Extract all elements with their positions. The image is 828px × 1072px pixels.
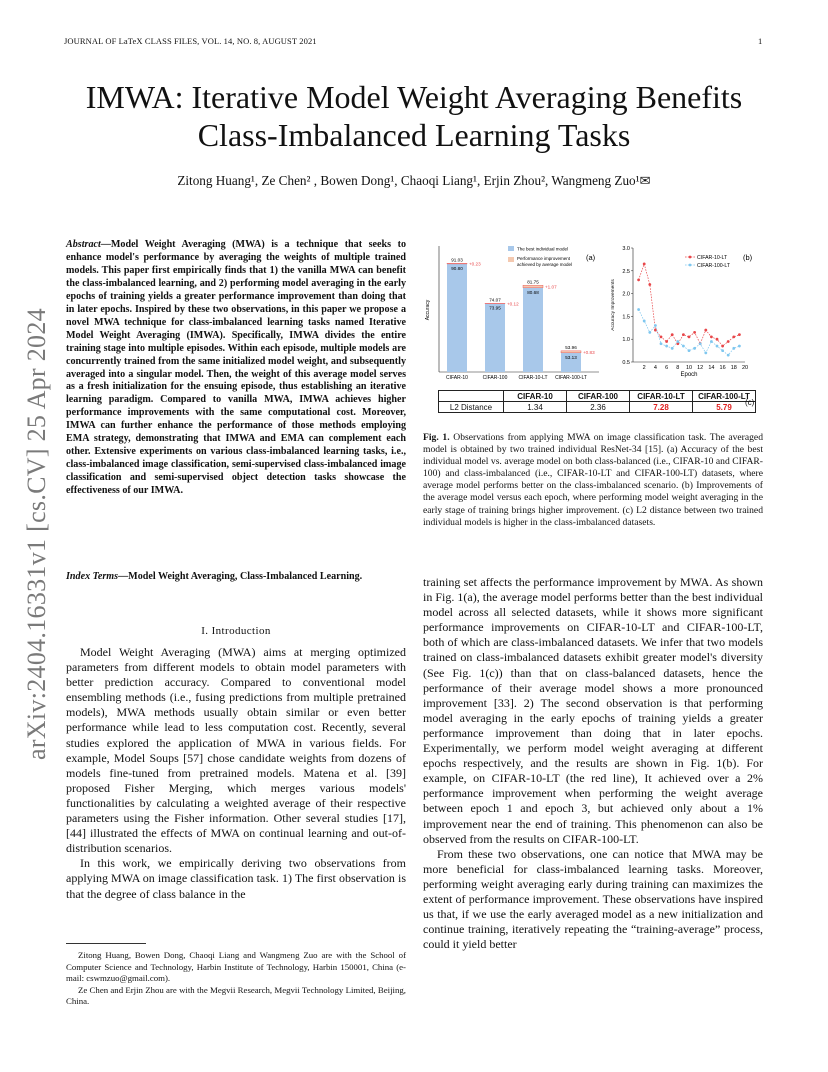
section-heading: I. Introduction <box>201 625 271 637</box>
legend-marker <box>689 264 692 267</box>
right-body <box>423 575 763 952</box>
intro-body <box>66 645 406 902</box>
y-tick-label: 1.0 <box>622 337 630 344</box>
improvement-label: +1.07 <box>545 284 557 290</box>
intro-paragraph: In this work, we empirically deriving two observations from applying MWA on image classification task. 1) The first observation is that the degree of class balance in the <box>66 856 406 901</box>
table-cell: 2.36 <box>567 402 630 413</box>
legend-label-improvement-2: achieved by average model <box>517 262 573 267</box>
series-point <box>710 340 713 343</box>
series-point <box>716 345 719 348</box>
x-tick-label: 14 <box>708 365 715 371</box>
footnote-rule <box>66 943 146 944</box>
author-list: Zitong Huang¹, Ze Chen² , Bowen Dong¹, Chaoqi Liang¹, Erjin Zhou², Wangmeng Zuo¹✉ <box>177 173 651 188</box>
x-tick-label: 4 <box>653 365 657 371</box>
panel-b-tag: (b) <box>743 253 753 262</box>
x-tick-label: 12 <box>697 365 704 371</box>
x-tick-label: 18 <box>730 365 737 371</box>
series-point <box>665 340 668 343</box>
bar-base-label: 90.80 <box>451 265 463 271</box>
footnote: Zitong Huang, Bowen Dong, Chaoqi Liang and Wangmeng Zuo are with the School of Computer Science and Technology, Harbin Institute of Technology, Harbin 150001, China (e-mail: cswmzuo@gmail.com). <box>66 950 406 984</box>
bar-improvement <box>523 285 543 288</box>
body-paragraph: training set affects the performance improvement by MWA. As shown in Fig. 1(a), the average model performs better than the best individual model across all selected datasets, while it shows more significant performance improvements on CIFAR-10-LT and CIFAR-100-LT, both of which are class-imbalanced datasets. We infer that two models trained on class-imbalanced datasets exhibit greater model's diversity (See Fig. 1(c)) than that on class-balanced datasets, hence the performance of their average model shows a more pronounced improvement [33]. 2) The second observation is that performing model averaging in the early epochs of training yields a greater performance improvement than doing that in later epochs. Experimentally, we perform model weight averaging at different epochs respectively, and the results are shown in Fig. 1(b). For example, on CIFAR-10-LT (the red line), It achieved over a 2% performance improvement when performing the weight average between epoch 1 and epoch 3, but achieved only about a 1% improvement near the end of training. This phenomenon can also be observed from the results on CIFAR-100-LT. <box>423 575 763 846</box>
series-point <box>710 336 713 339</box>
table-header-cell: CIFAR-100-LT <box>693 391 756 402</box>
series-point <box>671 347 674 350</box>
table-cell: 1.34 <box>504 402 567 413</box>
series-point <box>727 340 730 343</box>
page-number: 1 <box>758 36 763 46</box>
footnotes <box>66 950 406 1008</box>
series-point <box>693 347 696 350</box>
title-line-2: Class-Imbalanced Learning Tasks <box>197 117 631 153</box>
table-row <box>439 402 756 413</box>
x-tick-label: 20 <box>741 365 749 371</box>
intro-paragraph: Model Weight Averaging (MWA) aims at merging optimized parameters from different models to obtain model parameters with better prediction accuracy. Compared to conventional model ensembling methods (i.e., fusing predictions from multiple pretrained models), MWA methods usually obtain similar or even better performance while lead to less computation cost. Recently, several studies explored the application of MWA in various fields. For example, Model Soups [57] chose candidate weights from dozens of models fine-tuned from pretrained models. Matena et al. [39] proposed Fisher Merging, which merges various models' functionalities by calculating a weighted average of their respective parameters using the Fisher information. Other several studies [17], [44] illustrated the effects of MWA on continual learning and out-of-distribution scenarios. <box>66 645 406 856</box>
series-point <box>688 336 691 339</box>
abstract <box>66 239 406 498</box>
panel-b <box>610 246 753 378</box>
footnote: Ze Chen and Erjin Zhou are with the Megvii Research, Megvii Technology Limited, Beijing, China. <box>66 984 406 1007</box>
x-tick-label: 2 <box>642 365 646 371</box>
series-point <box>699 342 702 345</box>
table-header-cell: CIFAR-100 <box>567 391 630 402</box>
series-point <box>727 354 730 357</box>
series-point <box>654 324 657 327</box>
caption-text: Observations from applying MWA on image classification task. The averaged model is obtained by two trained individual ResNet-34 [15]. (a) Accuracy of the best individual model vs. average model on both class-balanced (i.e., CIFAR-10 and CIFAR-100) and class-imbalanced (i.e., CIFAR-10-LT and CIFAR-100-LT) datasets, where average model performs better on the class-imbalanced scenario. (b) Improvements of the average model versus each epoch, where performing model weight averaging in the early stage of training brings higher improvement. (c) L2 distance between two trained individual models is higher in the class-imbalanced datasets. <box>423 432 763 528</box>
table-header-cell <box>439 391 504 402</box>
panel-a-ylabel: Accuracy <box>425 299 431 321</box>
panel-c-tag: (c) <box>745 398 755 407</box>
table-cell: L2 Distance <box>439 402 504 413</box>
series-point <box>688 349 691 352</box>
bar-base-label: 80.68 <box>527 289 539 295</box>
bar-best-model <box>523 288 543 372</box>
l2-distance-table <box>438 390 756 413</box>
bar-base-label: 73.95 <box>489 305 501 311</box>
series-point <box>637 308 640 311</box>
category-label: CIFAR-100-LT <box>555 375 587 381</box>
x-tick-label: 6 <box>665 365 669 371</box>
series-line <box>639 264 740 346</box>
figure-caption <box>423 432 763 529</box>
series-point <box>738 333 741 336</box>
index-terms-label: Index Terms <box>66 571 119 582</box>
panel-a <box>425 246 599 381</box>
table-header-cell: CIFAR-10 <box>504 391 567 402</box>
table-header-cell: CIFAR-10-LT <box>630 391 693 402</box>
series-point <box>693 331 696 334</box>
series-point <box>637 279 640 282</box>
panel-a-legend <box>508 246 572 267</box>
series-point <box>665 345 668 348</box>
panel-c <box>438 390 756 413</box>
x-axis-label: Epoch <box>680 372 698 378</box>
bar-best-model <box>485 304 505 372</box>
y-axis-label: Accuracy Improvements <box>611 279 616 331</box>
arxiv-stamp: arXiv:2404.16331v1 [cs.CV] 25 Apr 2024 <box>22 308 51 760</box>
legend-label-improvement: Performance improvement <box>517 256 571 261</box>
bar-top-label: 91.03 <box>451 257 463 263</box>
series-point <box>721 345 724 348</box>
series-point <box>704 351 707 354</box>
y-tick-label: 2.0 <box>622 291 630 298</box>
improvement-label: +0.83 <box>583 349 595 355</box>
paper-title <box>40 78 788 154</box>
abstract-text: —Model Weight Averaging (MWA) is a technique that seeks to enhance model's performance by averaging the weights of multiple trained models. This paper first empirically finds that 1) the vanilla MWA can benefit the class-imbalanced learning, and 2) performing model averaging in the early epochs of training yields a greater performance improvement than doing that in later epochs. Inspired by these two observations, in this paper we propose a novel MWA technique for class-imbalanced learning tasks named Iterative Model Weight Averaging (IMWA). Specifically, IMWA divides the entire training stage into multiple episodes. Within each episode, multiple models are concurrently trained from the same initialized model weight, and subsequently averaged into a singular model. Then, the weight of this average model serves as a fresh initialization for the ensuing episode, thus establishing an iterative learning paradigm. Compared to vanilla MWA, IMWA achieves higher performance improvements with the same computational cost. Moreover, IMWA can further enhance the performance of those methods employing EMA strategy, demonstrating that IMWA and EMA can complement each other. Extensive experiments on various class-imbalanced learning tasks, i.e., class-imbalanced image classification, semi-supervised class-imbalanced image classification and semi-supervised object detection tasks showcase the effectiveness of our IMWA. <box>66 239 406 497</box>
legend-marker <box>689 256 692 259</box>
series-point <box>648 283 651 286</box>
table-cell: 7.28 <box>630 402 693 413</box>
category-label: CIFAR-10-LT <box>518 375 548 381</box>
bar-improvement <box>447 263 467 264</box>
series-point <box>704 329 707 332</box>
series-point <box>643 320 646 323</box>
series-point <box>738 345 741 348</box>
x-tick-label: 16 <box>719 365 726 371</box>
caption-label: Fig. 1. <box>423 432 450 443</box>
bar-top-label: 74.07 <box>489 297 501 303</box>
y-tick-label: 3.0 <box>622 246 630 252</box>
index-terms <box>66 571 406 584</box>
bar-best-model <box>447 264 467 372</box>
running-header: JOURNAL OF LaTeX CLASS FILES, VOL. 14, NO. 8, AUGUST 2021 <box>64 36 317 46</box>
series-point <box>648 331 651 334</box>
series-point <box>732 336 735 339</box>
y-tick-label: 1.5 <box>622 314 630 321</box>
x-tick-label: 8 <box>676 365 680 371</box>
series-point <box>660 336 663 339</box>
series-point <box>721 349 724 352</box>
legend-swatch-improvement <box>508 257 514 262</box>
legend-label: CIFAR-100-LT <box>697 263 731 269</box>
legend-label: CIFAR-10-LT <box>697 255 728 261</box>
series-point <box>716 338 719 341</box>
legend-swatch-best <box>508 246 514 251</box>
table-cell: 5.79 <box>693 402 756 413</box>
table-header-row <box>439 391 756 402</box>
panel-a-tag: (a) <box>586 253 596 262</box>
series-point <box>732 347 735 350</box>
bar-top-label: 81.75 <box>527 279 539 285</box>
series-point <box>682 345 685 348</box>
y-tick-label: 2.5 <box>622 268 630 275</box>
series-point <box>682 333 685 336</box>
bar-improvement <box>561 351 581 353</box>
abstract-label: Abstract <box>66 239 101 250</box>
title-line-1: IMWA: Iterative Model Weight Averaging Benefits <box>85 79 743 115</box>
series-point <box>676 340 679 343</box>
improvement-label: +0.23 <box>469 261 481 267</box>
bar-top-label: 53.96 <box>565 344 577 350</box>
legend-label-best: The best individual model <box>517 246 569 252</box>
x-tick-label: 10 <box>685 365 693 371</box>
series-point <box>671 333 674 336</box>
series-point <box>660 342 663 345</box>
index-terms-text: —Model Weight Averaging, Class-Imbalanced Learning. <box>118 571 363 582</box>
improvement-label: +0.12 <box>507 301 519 307</box>
category-label: CIFAR-100 <box>482 375 508 381</box>
category-label: CIFAR-10 <box>446 375 468 381</box>
bar-base-label: 53.13 <box>565 354 577 360</box>
y-tick-label: 0.5 <box>622 360 630 366</box>
body-paragraph: From these two observations, one can notice that MWA may be more beneficial for class-imbalanced learning tasks. Moreover, performing weight averaging early during training can maximizes the extent of performance improvement. These observations have inspired us that, if we use the early averaged model as a new initialization and continue training, iteratively repeating the “training-average” process, could it yield better <box>423 846 763 952</box>
series-point <box>643 263 646 266</box>
